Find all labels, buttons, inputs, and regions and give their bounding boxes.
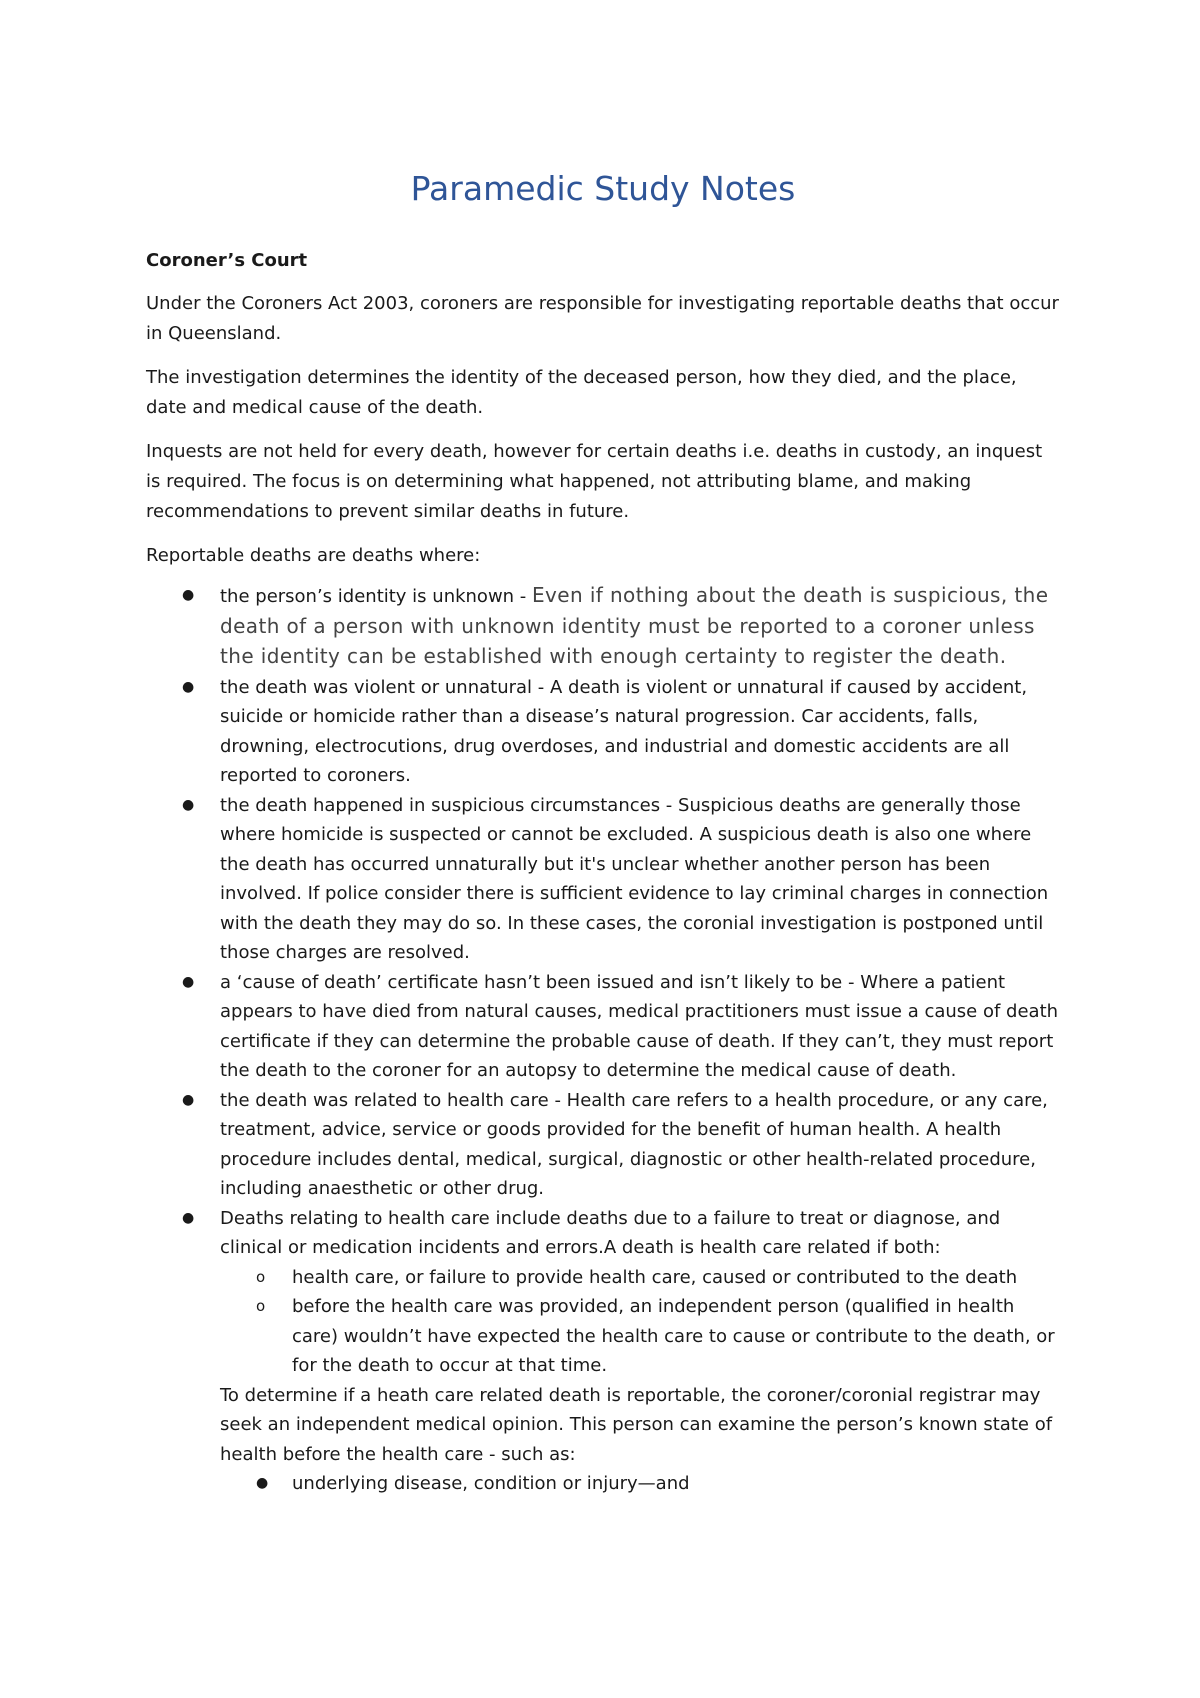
section-heading: Coroner’s Court xyxy=(146,250,308,271)
health-state-list xyxy=(146,1469,1060,1499)
bullet-icon: ● xyxy=(182,973,195,990)
list-item xyxy=(146,1204,1060,1381)
list-item-text: the death happened in suspicious circumstances - Suspicious deaths are generally those where homicide is suspected or cannot be excluded. A suspicious death is also one where the death has occurred unnaturally but it's unclear whether another person has been involved. If police consider there is sufficient evidence to lay criminal charges in connection with the death they may do so. In these cases, the coronial investigation is postponed until those charges are resolved. xyxy=(220,794,1049,963)
list-item-text: Deaths relating to health care include deaths due to a failure to treat or diagnose, and clinical or medication incidents and errors.A death is health care related if both: xyxy=(220,1207,1001,1258)
list-item xyxy=(146,673,1060,791)
bullet-icon: ● xyxy=(182,678,195,695)
health-care-criteria-list xyxy=(220,1263,1060,1381)
bullet-icon: ● xyxy=(182,587,195,603)
sub-list-item xyxy=(220,1292,1060,1381)
bullet-icon: ● xyxy=(256,1475,269,1491)
reportable-deaths-list xyxy=(146,581,1060,1381)
circle-bullet-icon: o xyxy=(256,1297,266,1315)
list-item xyxy=(146,1086,1060,1204)
nested-list-item-text: underlying disease, condition or injury—and xyxy=(292,1473,690,1494)
bullet-icon: ● xyxy=(182,1209,195,1226)
list-item xyxy=(146,968,1060,1086)
sub-list-item xyxy=(220,1263,1060,1293)
paragraph-investigation: The investigation determines the identity of the deceased person, how they died, and the place, date and medical cause of the death. xyxy=(146,367,1017,418)
paragraph-inquests: Inquests are not held for every death, however for certain deaths i.e. deaths in custody, an inquest is required. The focus is on determining what happened, not attributing blame, and making recommendations to prevent similar deaths in future. xyxy=(146,441,1043,522)
paragraph-reportable-intro: Reportable deaths are deaths where: xyxy=(146,545,481,566)
nested-list-item xyxy=(220,1469,1060,1499)
list-item-text: a ‘cause of death’ certificate hasn’t been issued and isn’t likely to be - Where a patient appears to have died from natural causes, medical practitioners must issue a cause of death certificate if they can determine the probable cause of death. If they can’t, they must report the death to the coroner for an autopsy to determine the medical cause of death. xyxy=(220,971,1059,1081)
bullet-icon: ● xyxy=(182,796,195,813)
paragraph-independent-opinion: To determine if a heath care related death is reportable, the coroner/coronial registrar may seek an independent medical opinion. This person can examine the person’s known state of health before the health care - such as: xyxy=(220,1384,1053,1465)
list-item-lead: the person’s identity is unknown - xyxy=(220,586,533,607)
sub-list-item-text: before the health care was provided, an independent person (qualified in health care) wouldn’t have expected the health care to cause or contribute to the death, or for the death to occur at that time. xyxy=(292,1296,1055,1376)
bullet-icon: ● xyxy=(182,1091,195,1108)
list-item xyxy=(146,581,1060,673)
circle-bullet-icon: o xyxy=(256,1267,266,1286)
sub-list-item-text: health care, or failure to provide health care, caused or contributed to the death xyxy=(292,1266,1018,1288)
list-item-text: the death was related to health care - Health care refers to a health procedure, or any care, treatment, advice, service or goods provided for the benefit of human health. A health procedure includes dental, medical, surgical, diagnostic or other health-related procedure, including anaesthetic or other drug. xyxy=(220,1089,1048,1199)
list-item-text: the death was violent or unnatural - A death is violent or unnatural if caused by accident, suicide or homicide rather than a disease’s natural progression. Car accidents, falls, drowning, electrocutions, drug overdoses, and industrial and domestic accidents are all reported to coroners. xyxy=(220,676,1028,786)
list-item-detail: Even if nothing about the death is suspicious, the death of a person with unknown identity must be reported to a coroner unless the identity can be established with enough certainty to register the death. xyxy=(220,583,1049,668)
list-item xyxy=(146,791,1060,968)
paragraph-coroners-act: Under the Coroners Act 2003, coroners are responsible for investigating reportable deaths that occur in Queensland. xyxy=(146,293,1059,344)
page-title: Paramedic Study Notes xyxy=(410,169,796,208)
